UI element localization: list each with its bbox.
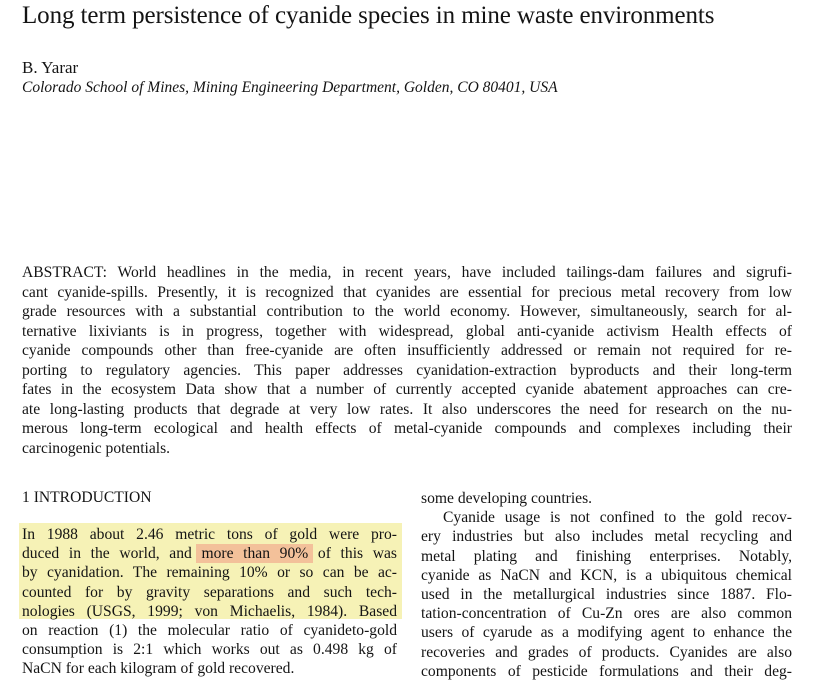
body-line: In 1988 about 2.46 metric tons of gold were pro- — [22, 526, 397, 543]
body-line: some developing countries. — [421, 490, 593, 507]
author-affiliation: Colorado School of Mines, Mining Engineering Department, Golden, CO 80401, USA — [22, 79, 558, 96]
abstract-line: ABSTRACT: World headlines in the media, in recent years, have included tailings-dam failures and sigrufi- — [22, 264, 792, 281]
abstract — [22, 263, 792, 458]
paper-title: Long term persistence of cyanide species in mine waste environments — [22, 2, 715, 29]
intro-left-column — [22, 525, 397, 679]
body-text: of this was — [308, 545, 397, 563]
abstract-line: fates in the ecosystem Data show that a number of currently accepted cyanide abatement approaches can cre- — [22, 381, 792, 398]
body-line-with-mark — [22, 544, 397, 563]
abstract-line: cyanide compounds other than free-cyanide are often insufficiently addressed or remain not required for re- — [22, 342, 792, 359]
body-line: counted for by gravity separations and such tech- — [22, 583, 397, 601]
body-line: NaCN for each kilogram of gold recovered. — [22, 660, 295, 678]
body-line: tation-concentration of Cu-Zn ores are also common — [421, 605, 792, 623]
body-line: ery industries but also includes metal recycling and — [421, 528, 792, 546]
abstract-line: merous long-term ecological and health effects of metal-cyanide compounds and complexes including their — [22, 420, 792, 437]
abstract-line: ate long-lasting products that degrade at very low rates. It also underscores the need for research on the nu- — [22, 400, 792, 418]
body-line: by cyanidation. The remaining 10% or so can be ac- — [22, 564, 397, 582]
body-line: components of pesticide formulations and their deg- — [421, 662, 792, 680]
author-name: B. Yarar — [22, 58, 79, 77]
body-text: duced in the world, and — [22, 545, 202, 563]
body-line: nologies (USGS, 1999; von Michaelis, 1984). Based — [22, 602, 397, 620]
body-line: on reaction (1) the molecular ratio of cyanideto-gold — [22, 621, 397, 639]
body-line: Cyanide usage is not confined to the gold recov- — [443, 509, 792, 527]
abstract-line: cant cyanide-spills. Presently, it is recognized that cyanides are essential for precious metal recovery from low — [22, 283, 792, 301]
abstract-line: carcinogenic potentials. — [22, 439, 171, 457]
body-line: cyanide as NaCN and KCN, is a ubiquitous chemical — [421, 566, 792, 584]
highlighted-phrase: more than 90% — [201, 545, 309, 563]
body-line: metal plating and finishing enterprises. Notably, — [421, 547, 792, 565]
abstract-line: porting to regulatory agencies. This paper addresses cyanidation-extraction byproducts and their long-term — [22, 361, 792, 379]
body-line: used in the metallurgical industries since 1887. Flo- — [421, 585, 792, 603]
section-heading-introduction: 1 INTRODUCTION — [22, 489, 152, 506]
intro-right-column — [421, 489, 792, 681]
abstract-line: ternative lixiviants is in progress, together with widespread, global anti-cyanide activism Health effects of — [22, 322, 792, 340]
body-line: users of cyarude as a modifying agent to enhance the — [421, 624, 792, 642]
body-line: recoveries and grades of products. Cyanides are also — [421, 643, 792, 661]
abstract-line: grade resources with a substantial contribution to the world economy. However, simultaneously, search for al- — [22, 303, 792, 320]
body-line: consumption is 2:1 which works out as 0.498 kg of — [22, 641, 397, 659]
